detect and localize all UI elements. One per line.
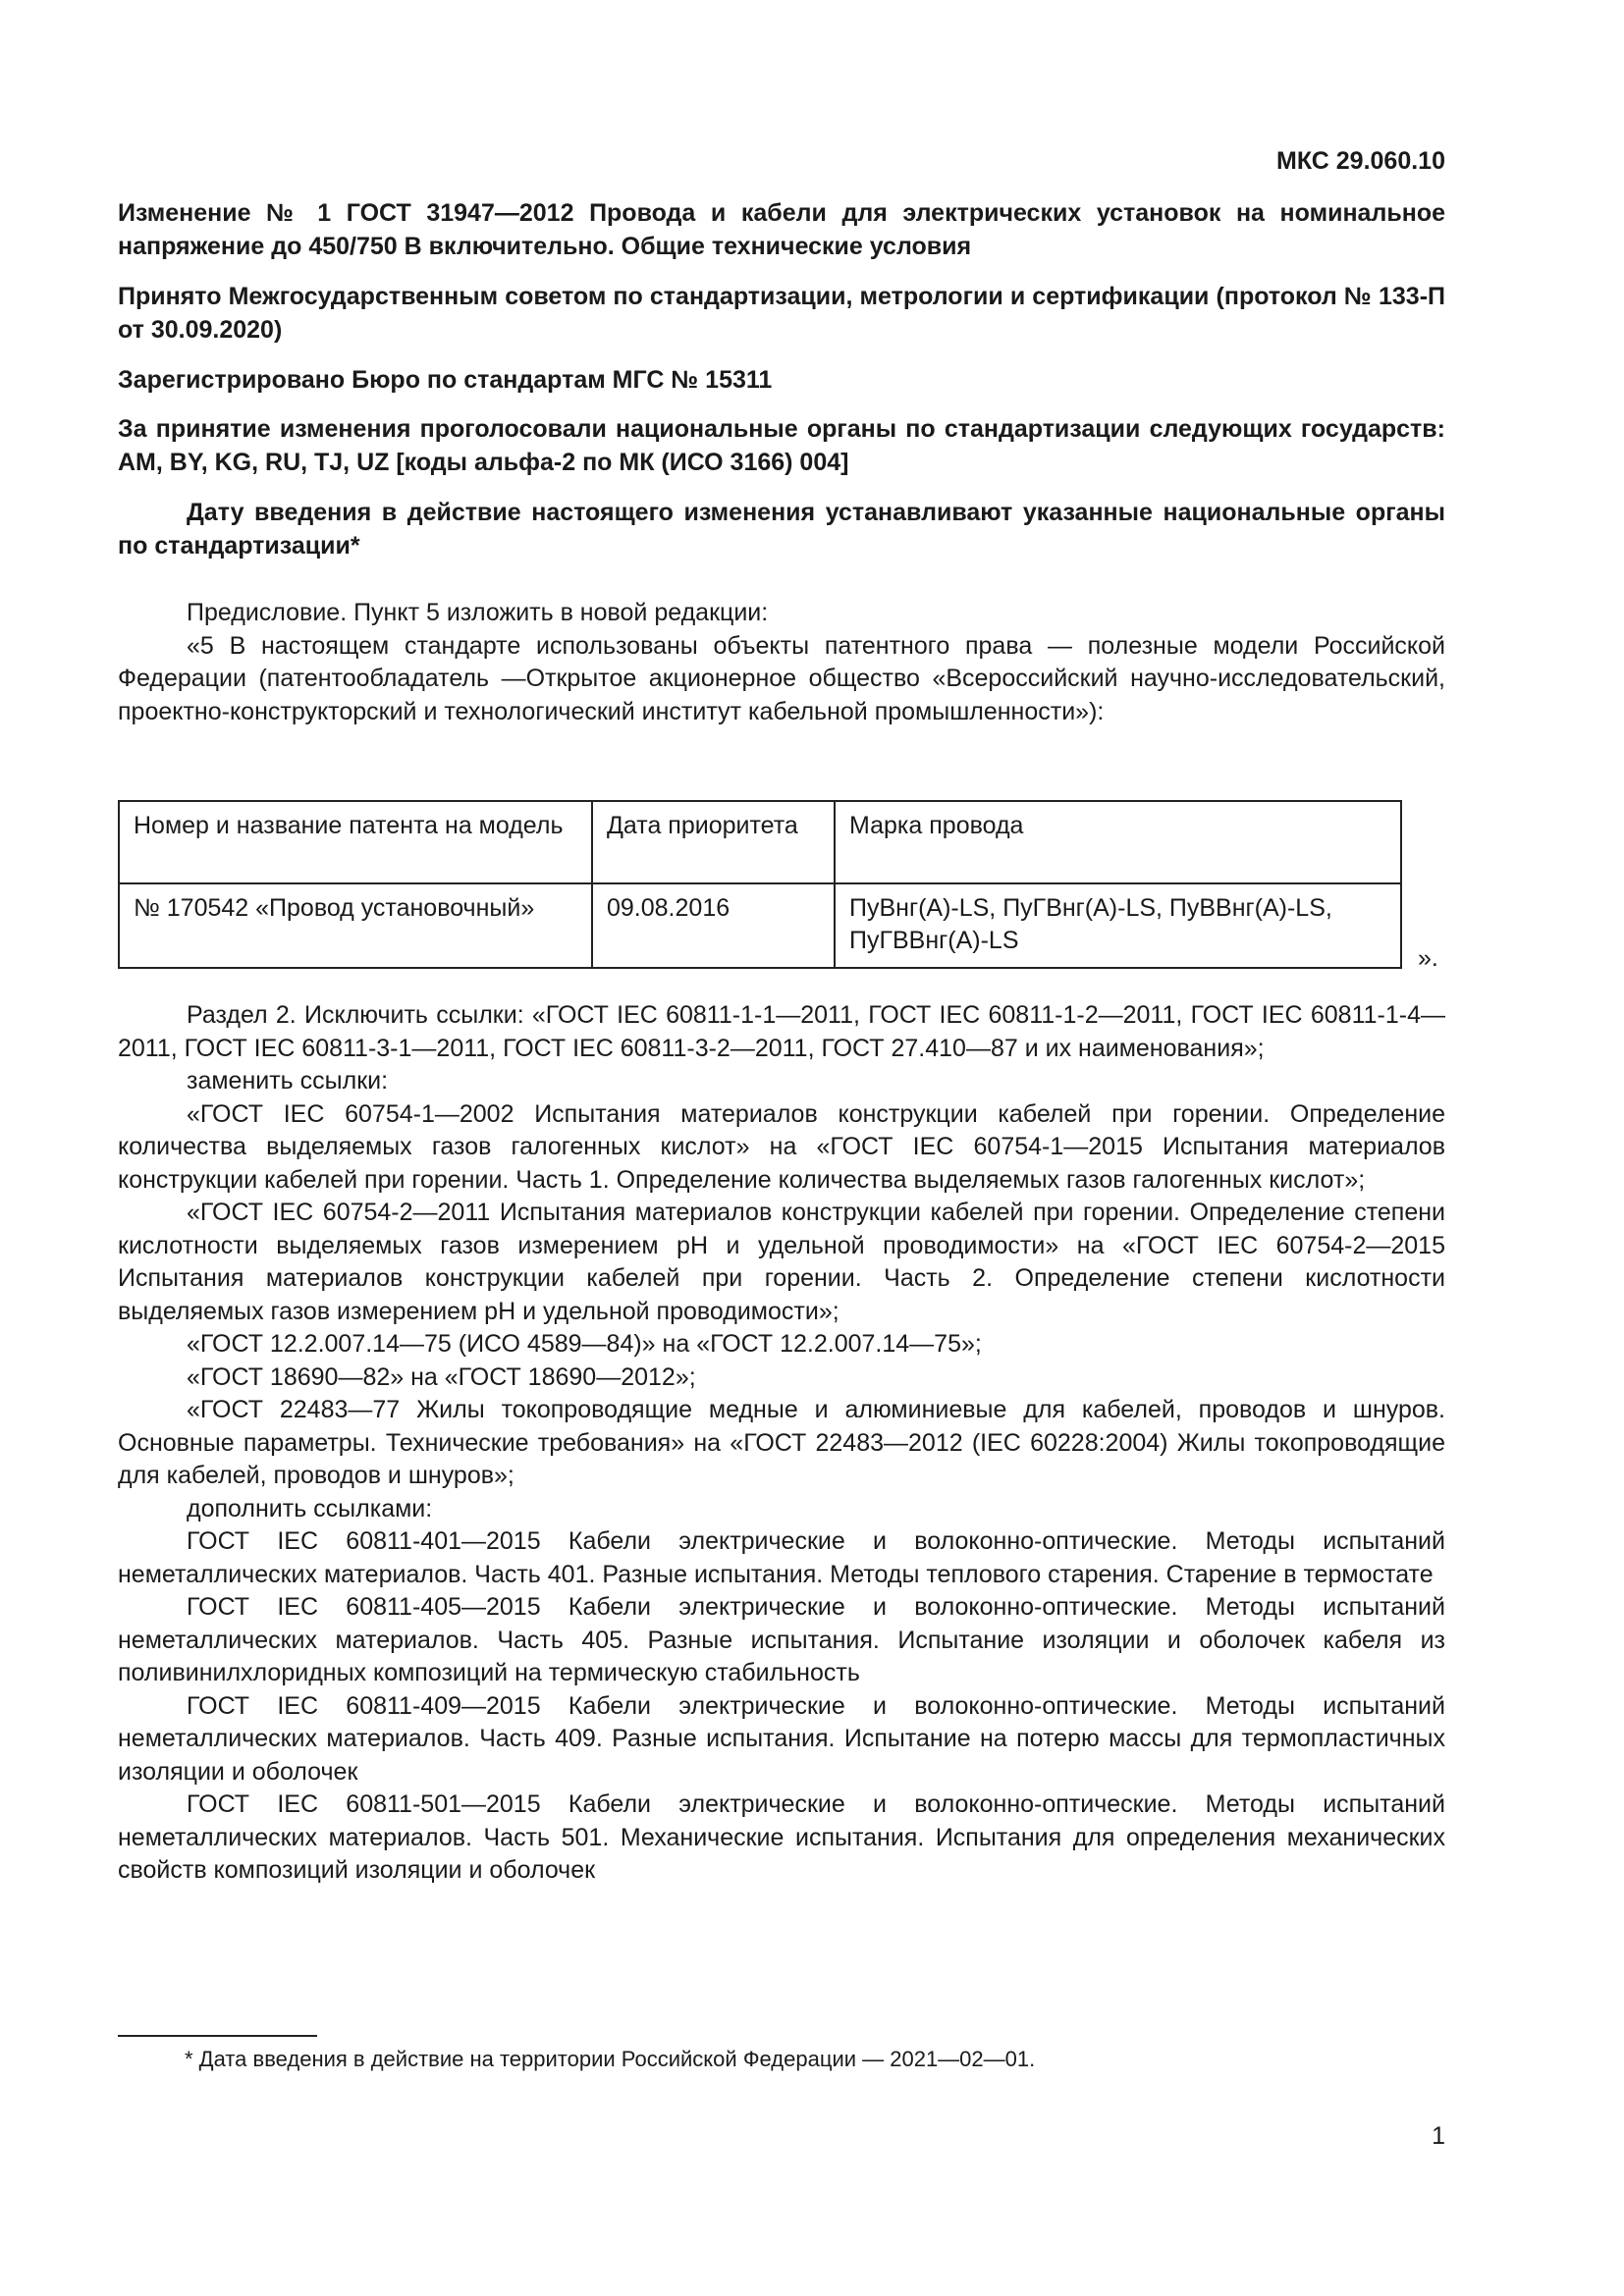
paragraph: ГОСТ IEC 60811-501—2015 Кабели электрические и волоконно-оптические. Методы испытаний неметаллических материалов. Часть 501. Механические испытания. Испытания для определения механических свойств композиций изоляции и оболочек: [118, 1790, 1445, 1884]
paragraph: ГОСТ IEC 60811-401—2015 Кабели электрические и волоконно-оптические. Методы испытаний неметаллических материалов. Часть 401. Разные испытания. Методы теплового старения. Старение в термостате: [118, 1527, 1445, 1588]
paragraph: «ГОСТ 12.2.007.14—75 (ИСО 4589—84)» на «ГОСТ 12.2.007.14—75»;: [187, 1330, 982, 1358]
effective-date-statement: Дату введения в действие настоящего изменения устанавливают указанные национальные органы по стандартизации*: [118, 499, 1445, 560]
footnote: * Дата введения в действие на территории Российской Федерации — 2021—02—01.: [185, 2047, 1036, 2071]
page-number: 1: [1432, 2122, 1445, 2150]
adopted-statement: Принято Межгосударственным советом по стандартизации, метрологии и сертификации (протокол № 133-П от 30.09.2020): [118, 283, 1445, 344]
foreword-section: [118, 597, 1445, 728]
paragraph: «ГОСТ IEC 60754-2—2011 Испытания материалов конструкции кабелей при горении. Определение степени кислотности выделяемых газов измерением pH и удельной проводимости» на «ГОСТ IEC 60754-2—2015 Испытания материалов конструкции кабелей при горении. Часть 2. Определение степени кислотности выделяемых газов измерением pH и удельной проводимости»;: [118, 1199, 1445, 1325]
section2-text: [118, 999, 1445, 1888]
cell-patent: № 170542 «Провод установочный»: [119, 883, 592, 968]
change-title: Изменение № 1 ГОСТ 31947—2012 Провода и кабели для электрических установок на номинальное напряжение до 450/750 В включительно. Общие технические условия: [118, 199, 1445, 260]
voting-statement: За принятие изменения проголосовали национальные органы по стандартизации следующих государств: AM, BY, KG, RU, TJ, UZ [коды альфа-2 по МК (ИСО 3166) 004]: [118, 415, 1445, 476]
header-cell-patent: Номер и название патента на модель: [119, 801, 592, 883]
patent-table: [118, 800, 1402, 969]
table-row: [119, 883, 1401, 968]
mks-code: МКС 29.060.10: [1276, 147, 1445, 175]
footnote-separator: [118, 2035, 317, 2037]
paragraph: ГОСТ IEC 60811-405—2015 Кабели электрические и волоконно-оптические. Методы испытаний неметаллических материалов. Часть 405. Разные испытания. Испытание изоляции и оболочек кабеля из поливинилхлоридных композиций на термическую стабильность: [118, 1593, 1445, 1686]
registration-statement: Зарегистрировано Бюро по стандартам МГС № 15311: [118, 366, 773, 394]
foreword-paragraph: «5 В настоящем стандарте использованы объекты патентного права — полезные модели Российской Федерации (патентообладатель —Открытое акционерное общество «Всероссийский научно-исследовательский, проектно-конструкторский и технологический институт кабельной промышленности»):: [118, 631, 1445, 725]
closing-quote: ».: [1418, 944, 1438, 972]
header-cell-date: Дата приоритета: [592, 801, 835, 883]
table-header-row: [119, 801, 1401, 883]
paragraph: «ГОСТ 18690—82» на «ГОСТ 18690—2012»;: [187, 1362, 696, 1391]
paragraph: «ГОСТ 22483—77 Жилы токопроводящие медные и алюминиевые для кабелей, проводов и шнуров. Основные параметры. Технические требования» на «ГОСТ 22483—2012 (IEC 60228:2004) Жилы токопроводящие для кабелей, проводов и шнуров»;: [118, 1396, 1445, 1489]
paragraph: дополнить ссылками:: [187, 1494, 433, 1522]
header-cell-brand: Марка провода: [835, 801, 1401, 883]
cell-date: 09.08.2016: [592, 883, 835, 968]
cell-brand: ПуВнг(А)-LS, ПуГВнг(А)-LS, ПуВВнг(А)-LS, ПуГВВнг(А)-LS: [835, 883, 1401, 968]
paragraph: «ГОСТ IEC 60754-1—2002 Испытания материалов конструкции кабелей при горении. Определение количества выделяемых газов галогенных кислот» на «ГОСТ IEC 60754-1—2015 Испытания материалов конструкции кабелей при горении. Часть 1. Определение количества выделяемых газов галогенных кислот»;: [118, 1099, 1445, 1194]
paragraph: Раздел 2. Исключить ссылки: «ГОСТ IEC 60811-1-1—2011, ГОСТ IEC 60811-1-2—2011, ГОСТ IEC 60811-1-4—2011, ГОСТ IEC 60811-3-1—2011, ГОСТ IEC 60811-3-2—2011, ГОСТ 27.410—87 и их наименования»;: [118, 1001, 1445, 1062]
paragraph: ГОСТ IEC 60811-409—2015 Кабели электрические и волоконно-оптические. Методы испытаний неметаллических материалов. Часть 409. Разные испытания. Испытание на потерю массы для термопластичных изоляции и оболочек: [118, 1691, 1445, 1786]
foreword-line: Предисловие. Пункт 5 изложить в новой редакции:: [187, 599, 769, 626]
paragraph: заменить ссылки:: [187, 1067, 389, 1095]
